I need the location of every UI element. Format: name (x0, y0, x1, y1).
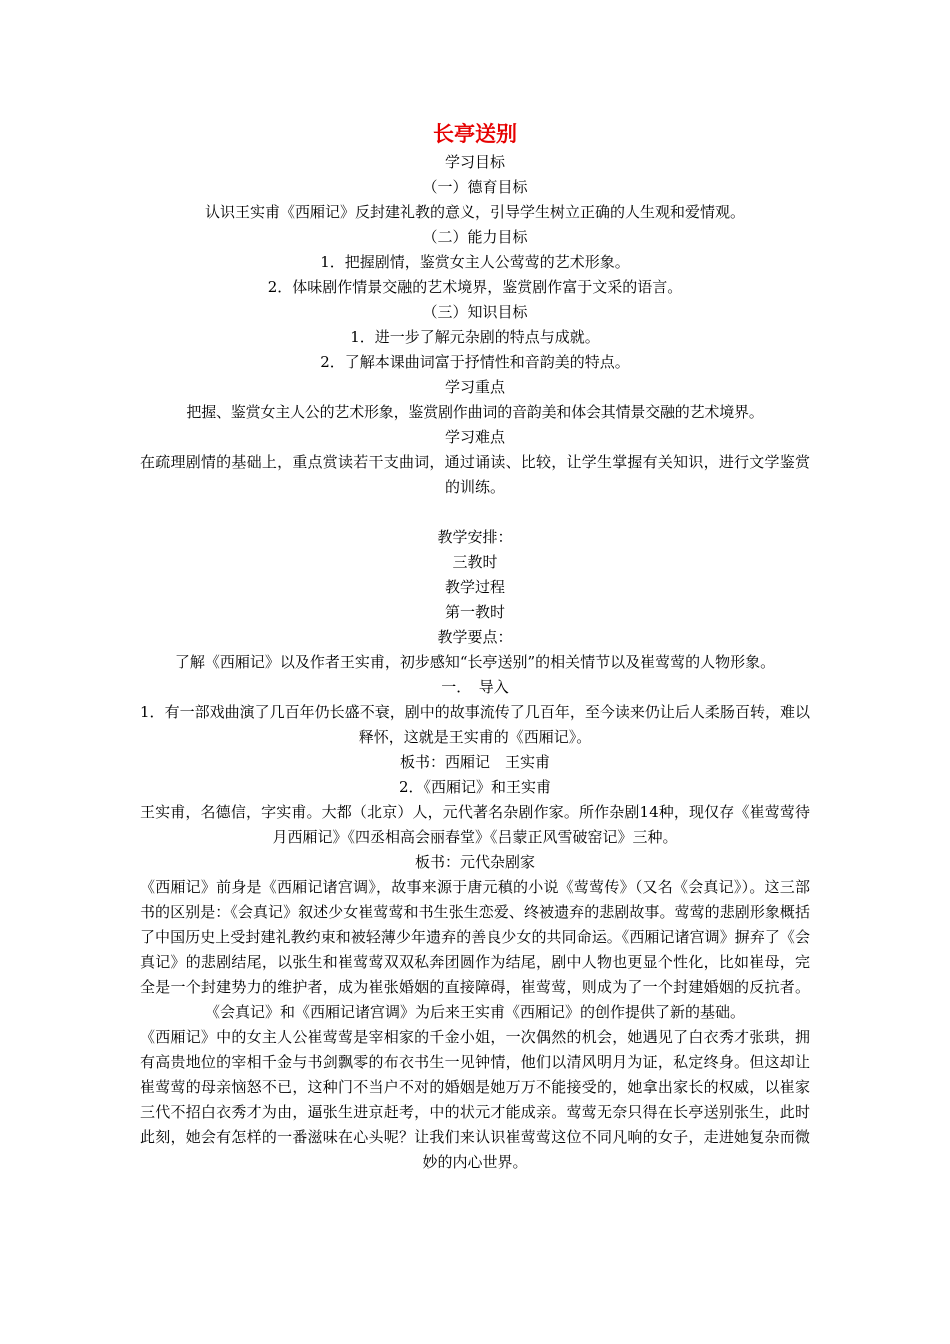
difficulty-heading: 学习难点 (444, 428, 505, 446)
intro-heading: 一． 导入 (441, 678, 509, 696)
ability-goal-heading: （二）能力目标 (422, 228, 528, 246)
knowledge-goal-heading: （三）知识目标 (422, 303, 528, 321)
author-paragraph: 王实甫，名德信，字实甫。大都（北京）人，元代著名杂剧作家。所作杂剧14种，现仅存《崔莺莺待月西厢记》《四丞相高会丽春堂》《吕蒙正风雪破窑记》三种。 (140, 803, 810, 846)
key-points-text: 了解《西厢记》以及作者王实甫，初步感知“长亭送别”的相关情节以及崔莺莺的人物形象。 (174, 653, 776, 671)
key-points-heading: 教学要点： (437, 628, 513, 646)
focus-text: 把握、鉴赏女主人公的艺术形象，鉴赏剧作曲词的音韵美和体会其情景交融的艺术境界。 (186, 403, 764, 421)
document-title: 长亭送别 (433, 122, 517, 146)
difficulty-text: 在疏理剧情的基础上，重点赏读若干支曲词，通过诵读、比较，让学生掌握有关知识，进行文学鉴赏的训练。 (140, 453, 810, 496)
intro-paragraph: 1．有一部戏曲演了几百年仍长盛不衰，剧中的故事流传了几百年，至今读来仍让后人柔肠百转，难以释怀，这就是王实甫的《西厢记》。 (140, 703, 810, 746)
arrangement-heading: 教学安排： (437, 528, 513, 546)
knowledge-goal-item: 2．了解本课曲词富于抒情性和音韵美的特点。 (320, 353, 630, 371)
periods-count: 三教时 (452, 553, 498, 571)
moral-goal-text: 认识王实甫《西厢记》反封建礼教的意义，引导学生树立正确的人生观和爱情观。 (204, 203, 745, 221)
first-period-heading: 第一教时 (444, 603, 505, 621)
focus-heading: 学习重点 (444, 378, 505, 396)
goals-heading: 学习目标 (444, 153, 505, 171)
blank-line (140, 500, 810, 525)
intro-subheading: 2．《西厢记》和王实甫 (398, 778, 552, 796)
board-note: 板书：元代杂剧家 (414, 853, 535, 871)
document-page (140, 118, 810, 1175)
story-paragraph: 《西厢记》中的女主人公崔莺莺是宰相家的千金小姐，一次偶然的机会，她遇见了白衣秀才张珙，拥有高贵地位的宰相千金与书剑飘零的布衣书生一见钟情，他们以清风明月为证，私定终身。但这却让崔莺莺的母亲恼怒不已，这种门不当户不对的婚姻是她万万不能接受的，她拿出家长的权威，以崔家三代不招白衣秀才为由，逼张生进京赶考，中的状元才能成亲。莺莺无奈只得在长亭送别张生，此时此刻，她会有怎样的一番滋味在心头呢？让我们来认识崔莺莺这位不同凡响的女子，走进她复杂而微妙的内心世界。 (140, 1028, 810, 1171)
moral-goal-heading: （一）德育目标 (422, 178, 528, 196)
ability-goal-item: 1．把握剧情，鉴赏女主人公莺莺的艺术形象。 (320, 253, 630, 271)
history-paragraph: 《西厢记》前身是《西厢记诸宫调》，故事来源于唐元稹的小说《莺莺传》（又名《会真记》）。这三部书的区别是：《会真记》叙述少女崔莺莺和书生张生恋爱、终被遗弃的悲剧故事。莺莺的悲剧形象概括了中国历史上受封建礼教约束和被轻薄少年遗弃的善良少女的共同命运。《西厢记诸宫调》摒弃了《会真记》的悲剧结尾，以张生和崔莺莺双双私奔团圆作为结尾，剧中人物也更显个性化，比如崔母，完全是一个封建势力的维护者，成为崔张婚姻的直接障碍，崔莺莺，则成为了一个封建婚姻的反抗者。《会真记》和《西厢记诸宫调》为后来王实甫《西厢记》的创作提供了新的基础。 (140, 878, 810, 1021)
board-note: 板书：西厢记 王实甫 (399, 753, 550, 771)
process-heading: 教学过程 (444, 578, 505, 596)
ability-goal-item: 2．体味剧作情景交融的艺术境界，鉴赏剧作富于文采的语言。 (267, 278, 683, 296)
knowledge-goal-item: 1．进一步了解元杂剧的特点与成就。 (350, 328, 600, 346)
